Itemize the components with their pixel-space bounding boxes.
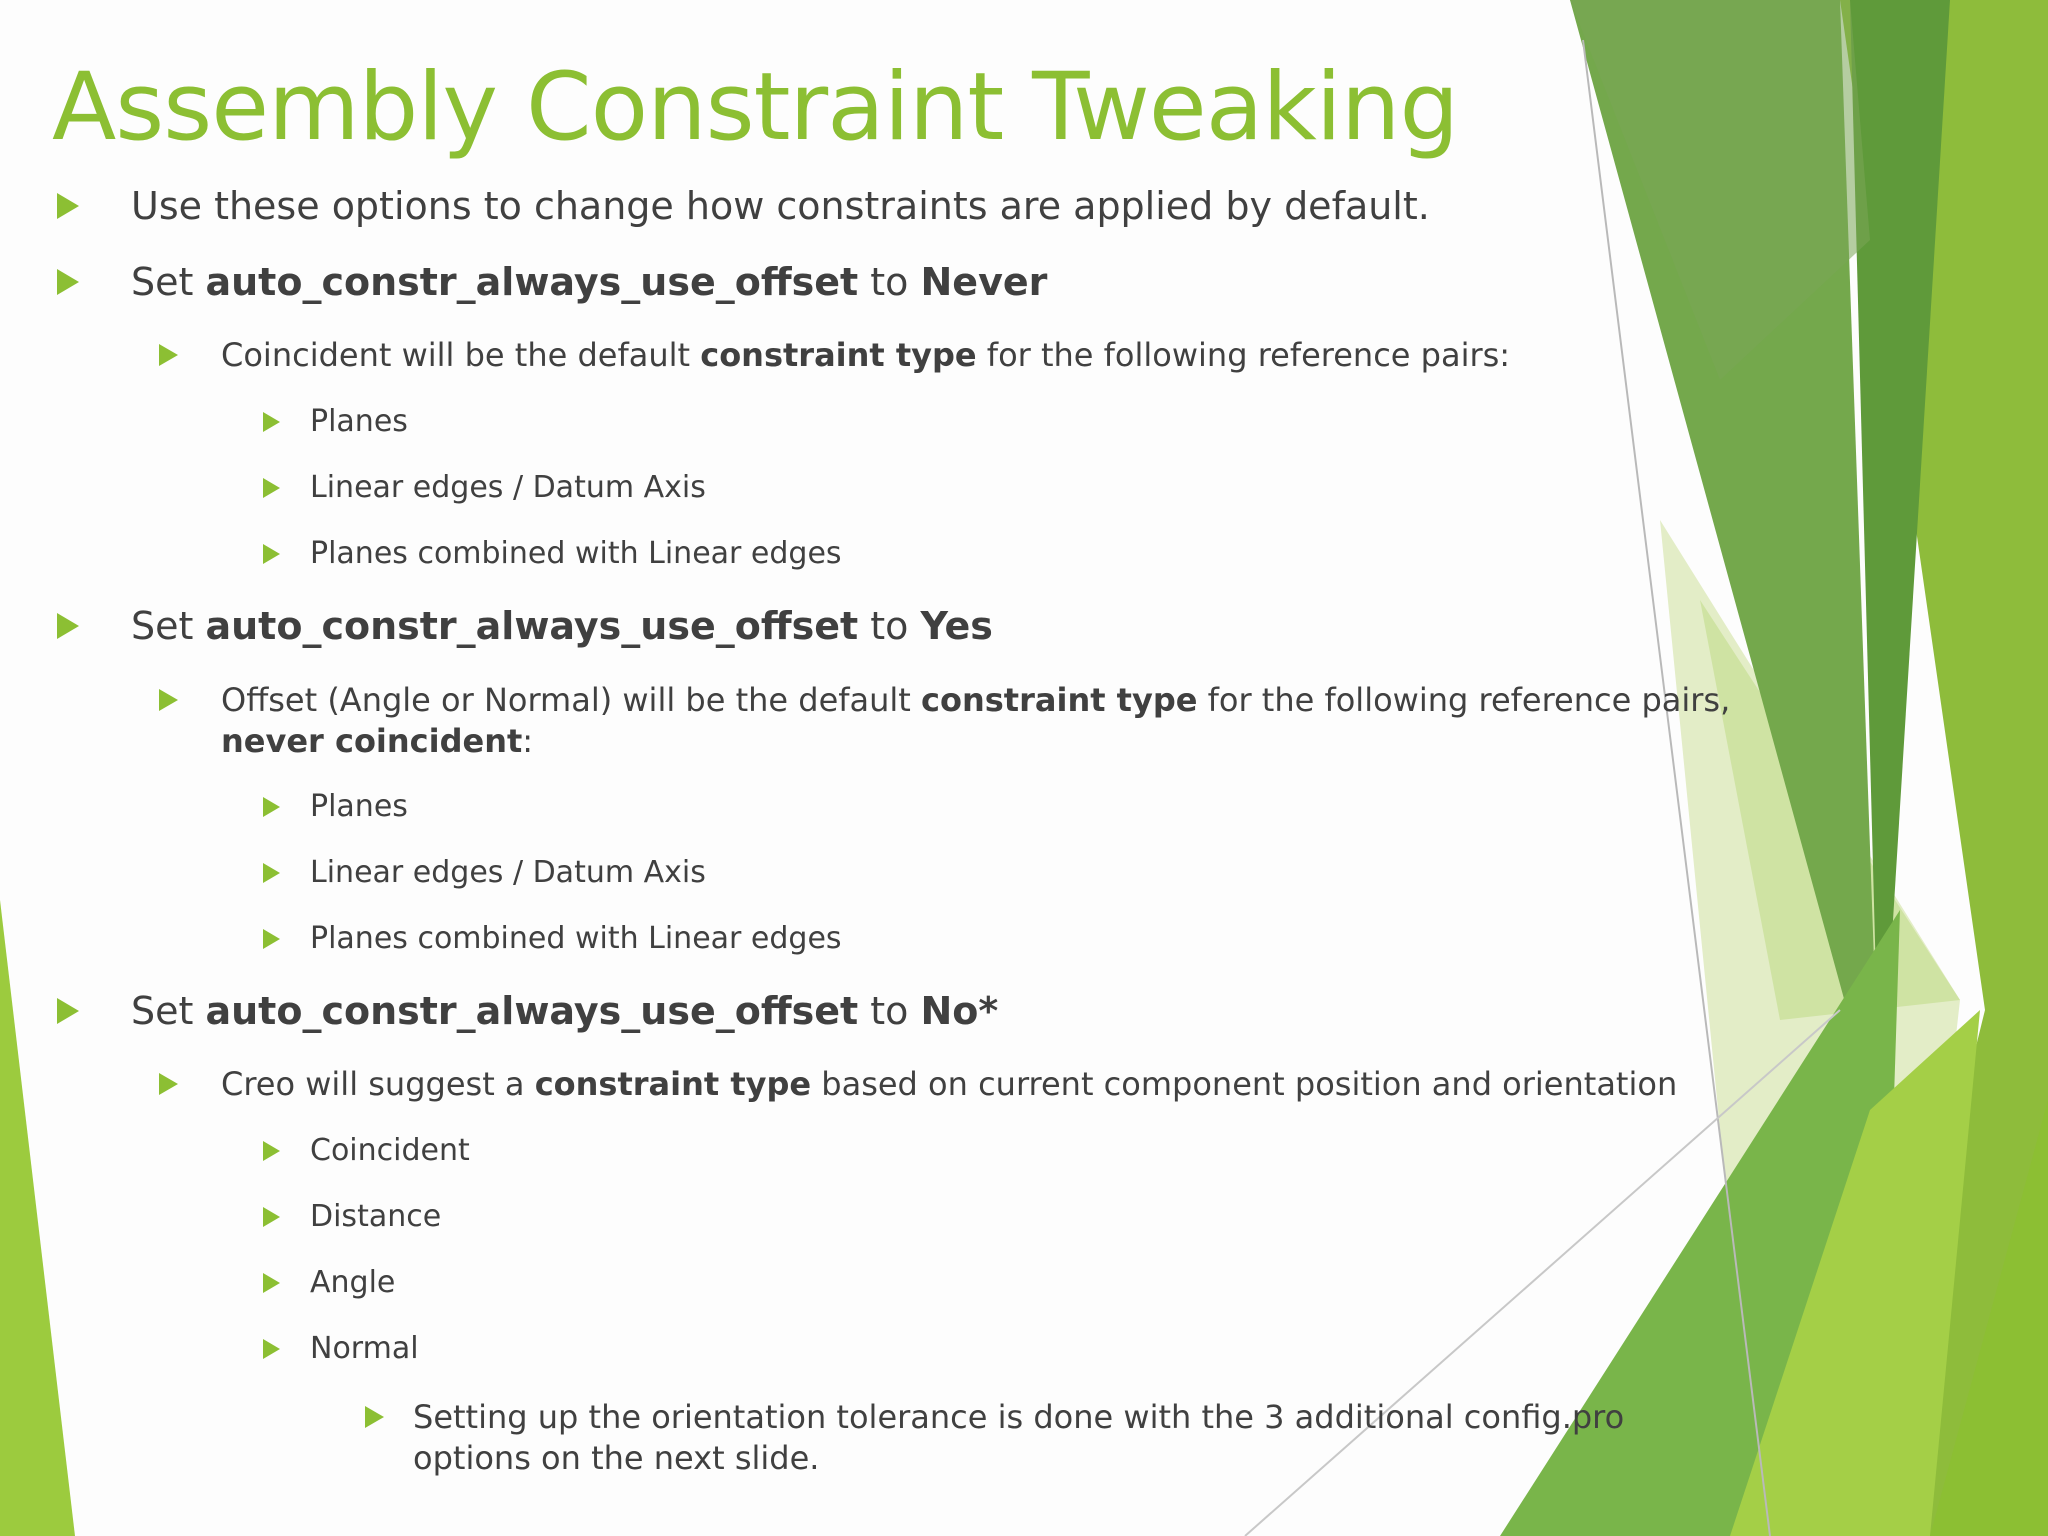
bullet-text: Creo will suggest a	[221, 1065, 535, 1103]
triangle-right-icon	[263, 1339, 280, 1359]
triangle-right-icon	[263, 797, 280, 817]
list-item-text: Distance	[310, 1199, 442, 1234]
triangle-right-icon	[365, 1406, 384, 1428]
option-name: auto_constr_always_use_offset	[205, 989, 859, 1033]
bullet-text: Set	[131, 604, 206, 648]
triangle-right-icon	[263, 929, 280, 949]
triangle-right-icon	[263, 1207, 280, 1227]
bullet-set-no	[131, 988, 998, 1034]
bold-term: constraint type	[921, 681, 1198, 719]
list-item	[310, 919, 842, 959]
list-item-text: Linear edges / Datum Axis	[310, 855, 706, 890]
list-item	[310, 1197, 441, 1237]
list-item	[310, 1329, 419, 1369]
bullet-text: to	[858, 989, 921, 1033]
list-item	[310, 1263, 395, 1303]
option-name: auto_constr_always_use_offset	[205, 260, 859, 304]
bullet-text: Use these options to change how constraints are applied by default.	[131, 184, 1430, 228]
list-item-text: Planes combined with Linear edges	[310, 921, 842, 956]
bullet-text: to	[858, 604, 921, 648]
bullet-set-yes	[131, 603, 993, 649]
bold-term: constraint type	[534, 1065, 812, 1103]
bold-term: never coincident	[221, 722, 523, 760]
triangle-right-icon	[263, 1273, 280, 1293]
bullet-text: Set	[131, 260, 206, 304]
bullet-text: Offset (Angle or Normal) will be the default	[221, 681, 922, 719]
list-item	[310, 402, 408, 442]
triangle-right-icon	[57, 193, 79, 219]
bullet-use-options	[131, 183, 1430, 229]
list-item-text: Coincident	[310, 1133, 470, 1168]
bullet-text: Coincident will be the default	[221, 336, 701, 374]
list-item	[310, 468, 706, 508]
slide-title: Assembly Constraint Tweaking	[52, 53, 1459, 162]
note-orientation-tolerance	[413, 1397, 1624, 1479]
list-item-text: Planes	[310, 404, 408, 439]
note-text-line-1: Setting up the orientation tolerance is done with the 3 additional config.pro	[413, 1398, 1625, 1436]
list-item	[310, 853, 706, 893]
bullet-text: for the following reference pairs,	[1197, 681, 1731, 719]
list-item-text: Linear edges / Datum Axis	[310, 470, 706, 505]
sub-bullet-coincident-default	[221, 335, 1510, 376]
option-value: Never	[920, 260, 1048, 304]
triangle-right-icon	[159, 689, 178, 711]
list-item	[310, 1131, 470, 1171]
triangle-right-icon	[159, 344, 178, 366]
list-item-text: Planes	[310, 789, 408, 824]
option-value: No*	[920, 989, 999, 1033]
triangle-right-icon	[263, 478, 280, 498]
triangle-right-icon	[57, 613, 79, 639]
triangle-right-icon	[263, 412, 280, 432]
sub-bullet-offset-default	[221, 680, 1730, 762]
list-item-text: Angle	[310, 1265, 396, 1300]
bullet-text: Set	[131, 989, 206, 1033]
list-item-text: Planes combined with Linear edges	[310, 536, 842, 571]
triangle-right-icon	[159, 1073, 178, 1095]
left-green-shard	[0, 900, 75, 1536]
list-item-text: Normal	[310, 1331, 419, 1366]
triangle-right-icon	[57, 998, 79, 1024]
bullet-text: based on current component position and orientation	[811, 1065, 1678, 1103]
option-name: auto_constr_always_use_offset	[205, 604, 859, 648]
bullet-text: for the following reference pairs:	[976, 336, 1511, 374]
triangle-right-icon	[263, 1141, 280, 1161]
bullet-text: :	[522, 722, 534, 760]
triangle-right-icon	[57, 269, 79, 295]
note-text-line-2: options on the next slide.	[413, 1439, 820, 1477]
list-item	[310, 787, 408, 827]
sub-bullet-creo-suggest	[221, 1064, 1677, 1105]
triangle-right-icon	[263, 544, 280, 564]
triangle-right-icon	[263, 863, 280, 883]
option-value: Yes	[920, 604, 993, 648]
list-item	[310, 534, 842, 574]
bullet-text: to	[858, 260, 921, 304]
bold-term: constraint type	[700, 336, 977, 374]
bullet-set-never	[131, 259, 1047, 305]
